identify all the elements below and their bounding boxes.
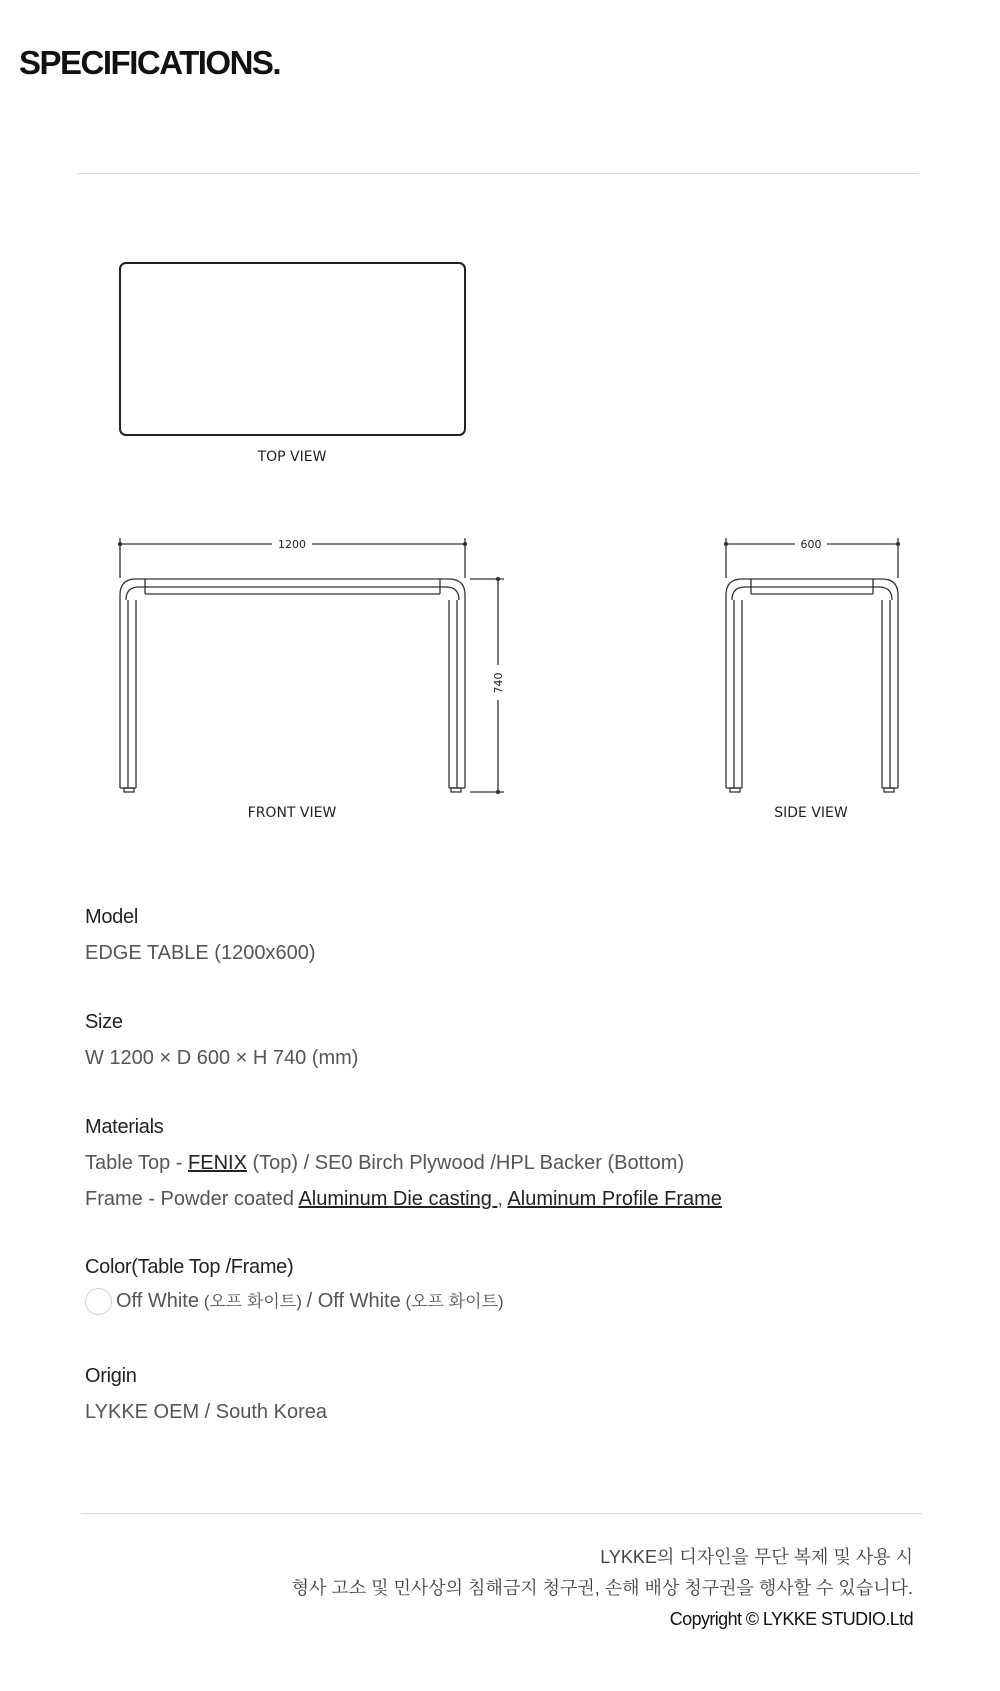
spec-label-materials: Materials bbox=[85, 1116, 164, 1138]
bottom-divider bbox=[81, 1513, 923, 1514]
aluminum-profile-frame-link[interactable]: Aluminum Profile Frame bbox=[507, 1188, 722, 1210]
footer-copyright: Copyright © LYKKE STUDIO.Ltd bbox=[669, 1609, 913, 1629]
materials-frame bbox=[85, 1188, 722, 1210]
footer-notice-line2: 형사 고소 및 민사상의 침해금지 청구권, 손해 배상 청구권을 행사할 수 있습니다. bbox=[291, 1578, 913, 1598]
aluminum-die-casting-link[interactable]: Aluminum Die casting bbox=[298, 1188, 498, 1210]
top-view-label: TOP VIEW bbox=[257, 449, 327, 465]
spec-value-size: W 1200 × D 600 × H 740 (mm) bbox=[85, 1047, 359, 1069]
spec-color bbox=[85, 1256, 504, 1315]
footer bbox=[292, 1542, 913, 1635]
color-top-korean: (오프 화이트) bbox=[199, 1291, 307, 1311]
spec-label-model: Model bbox=[85, 906, 138, 928]
page-title: SPECIFICATIONS. bbox=[19, 44, 281, 81]
color-frame-name: Off White bbox=[317, 1289, 401, 1312]
front-view-label: FRONT VIEW bbox=[247, 805, 337, 821]
color-frame-korean: (오프 화이트) bbox=[400, 1291, 504, 1311]
spec-origin bbox=[85, 1365, 327, 1423]
depth-dimension-label: 600 bbox=[800, 538, 822, 551]
height-dimension-label: 740 bbox=[492, 672, 505, 694]
front-view-drawing bbox=[119, 538, 505, 794]
side-view-drawing bbox=[725, 538, 900, 792]
fenix-link[interactable]: FENIX bbox=[188, 1152, 247, 1174]
spec-value-model: EDGE TABLE (1200x600) bbox=[85, 942, 316, 964]
frame-prefix: Frame - Powder coated bbox=[85, 1188, 299, 1210]
spec-value-origin: LYKKE OEM / South Korea bbox=[85, 1401, 327, 1423]
spec-model bbox=[85, 906, 316, 964]
top-view-drawing bbox=[120, 263, 465, 465]
spec-label-color: Color(Table Top /Frame) bbox=[85, 1256, 294, 1278]
footer-notice-line1: LYKKE의 디자인을 무단 복제 및 사용 시 bbox=[600, 1547, 913, 1567]
frame-separator: , bbox=[497, 1188, 508, 1210]
color-separator: / bbox=[306, 1289, 318, 1312]
spec-label-size: Size bbox=[85, 1011, 123, 1033]
color-value bbox=[85, 1288, 504, 1315]
materials-lines bbox=[85, 1152, 722, 1210]
materials-table-top bbox=[85, 1152, 722, 1174]
spec-materials bbox=[85, 1116, 722, 1210]
off-white-swatch bbox=[85, 1288, 112, 1315]
color-top-name: Off White bbox=[116, 1289, 199, 1312]
width-dimension-label: 1200 bbox=[278, 538, 306, 551]
spec-label-origin: Origin bbox=[85, 1365, 137, 1387]
side-view-label: SIDE VIEW bbox=[774, 805, 848, 821]
table-top-suffix: (Top) / SE0 Birch Plywood /HPL Backer (Bottom) bbox=[246, 1152, 685, 1174]
table-top-prefix: Table Top - bbox=[85, 1152, 189, 1174]
spec-size bbox=[85, 1011, 358, 1069]
